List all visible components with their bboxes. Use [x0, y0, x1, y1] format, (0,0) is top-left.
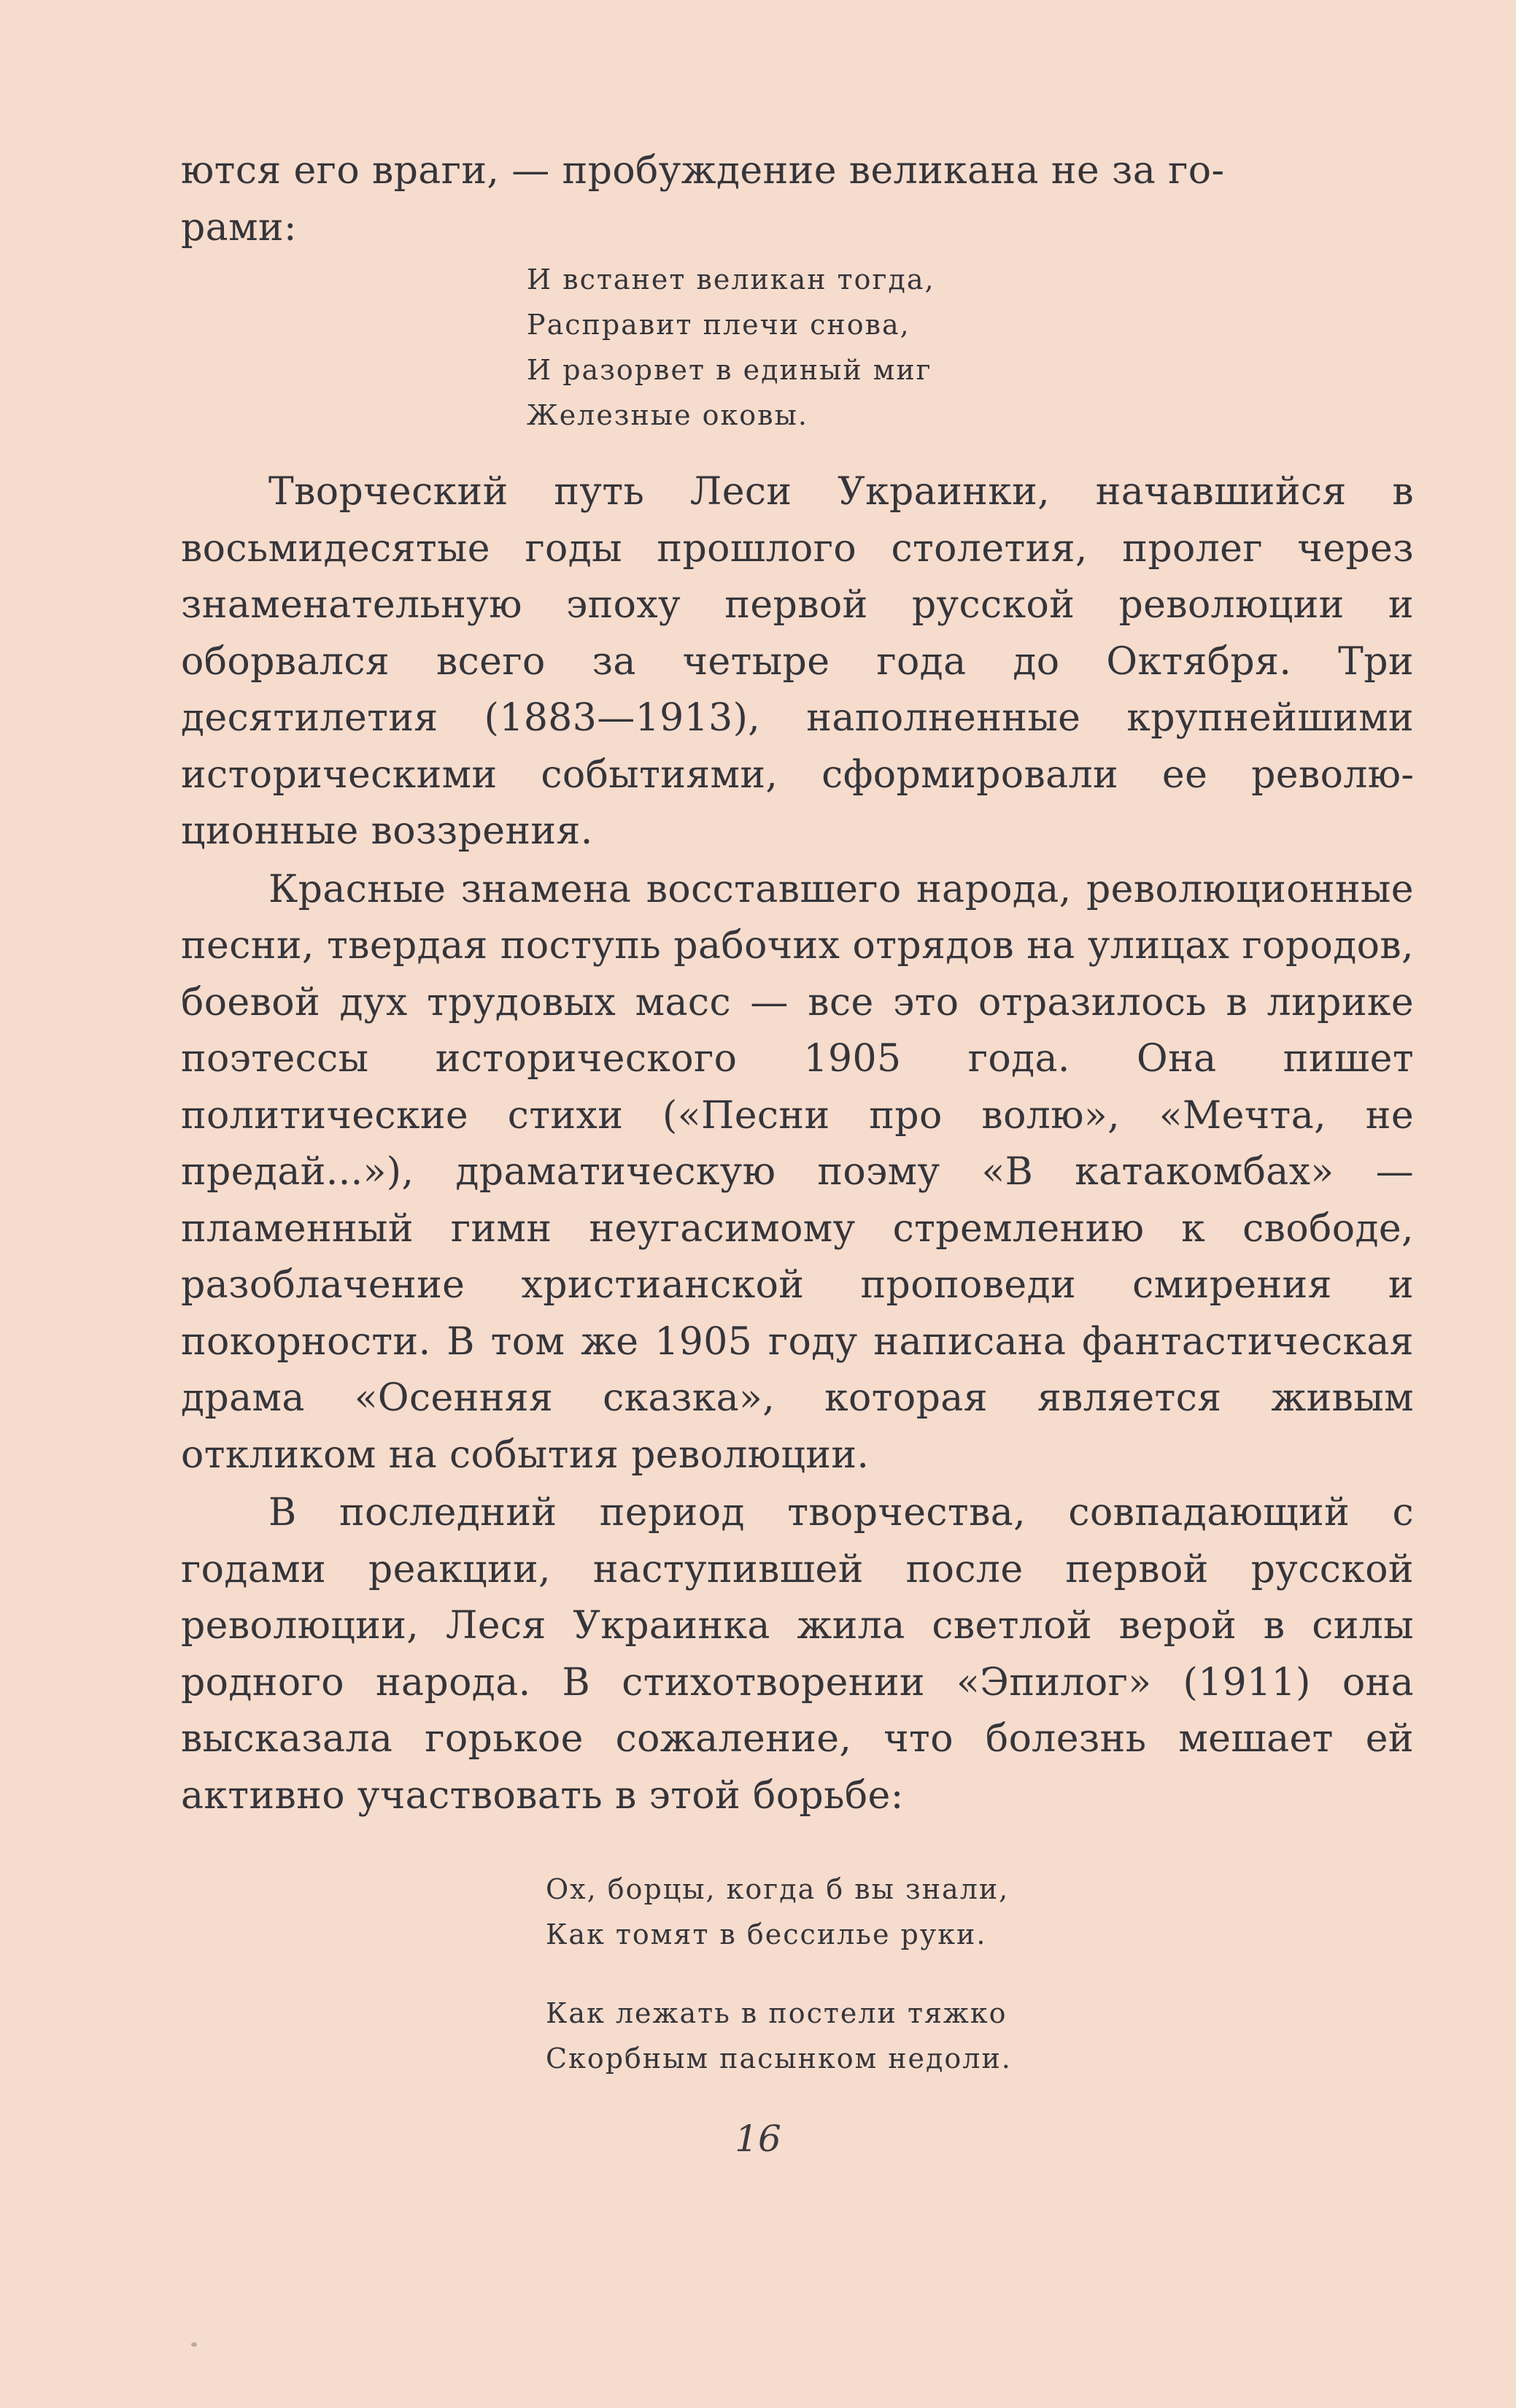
verse-line: Расправит плечи снова, — [527, 309, 910, 341]
opening-line-2: рами: — [181, 205, 297, 250]
paper-speck — [191, 2342, 197, 2347]
verse-line: Скорбным пасынком недоли. — [546, 2042, 1012, 2075]
paragraph-revolution-1905: Красные знамена восставшего народа, революционные песни, твердая поступь рабочих отрядов на улицах городов, боевой дух трудовых масс — все это отразилось в лирике поэтессы исторического 1905 года. Она пишет политические стихи («Песни про волю», «Мечта, не предай...»), драматическую поэму «В катакомбах» — пламенный гимн неугасимому стремлению к свободе, разоблачение христианской проповеди смирения и покорности. В том же 1905 году написана фантастическая драма «Осенняя сказка», которая является живым откликом на события революции. — [181, 867, 1414, 1477]
opening-line-1: ются его враги, — пробуждение великана не за го- — [181, 149, 1225, 193]
main-text — [181, 464, 1414, 1824]
stanza-2 — [546, 1867, 1009, 1957]
page-number: 16 — [735, 2118, 781, 2160]
paragraph-last-period: В последний период творчества, совпадающий с годами реакции, наступившей после первой русской революции, Леся Украинка жила светлой верой в силы родного народа. В стихотворении «Эпилог» (1911) она высказала горькое сожаление, что болезнь мешает ей активно участвовать в этой борьбе: — [181, 1491, 1414, 1818]
verse-line: И разорвет в единый миг — [527, 354, 932, 386]
stanza-3 — [546, 1991, 1012, 2081]
stanza-1 — [527, 257, 935, 438]
verse-line: Ох, борцы, когда б вы знали, — [546, 1873, 1010, 1905]
verse-line: Как лежать в постели тяжко — [546, 1997, 1008, 2029]
verse-line: И встанет великан тогда, — [527, 263, 935, 296]
opening-paragraph — [181, 143, 1414, 256]
opening-text — [181, 143, 1414, 256]
paragraph-creative-path: Творческий путь Леси Украинки, начавшийся в восьмидесятые годы прошлого столетия, пролег через знаменательную эпоху первой русской революции и оборвался всего за четыре года до Октября. Три десятилетия (1883—1913), наполненные крупнейшими историческими событиями, сформировали ее революционные воззрения. — [181, 470, 1414, 853]
verse-line: Как томят в бессилье руки. — [546, 1918, 987, 1950]
verse-line: Железные оковы. — [527, 399, 808, 431]
